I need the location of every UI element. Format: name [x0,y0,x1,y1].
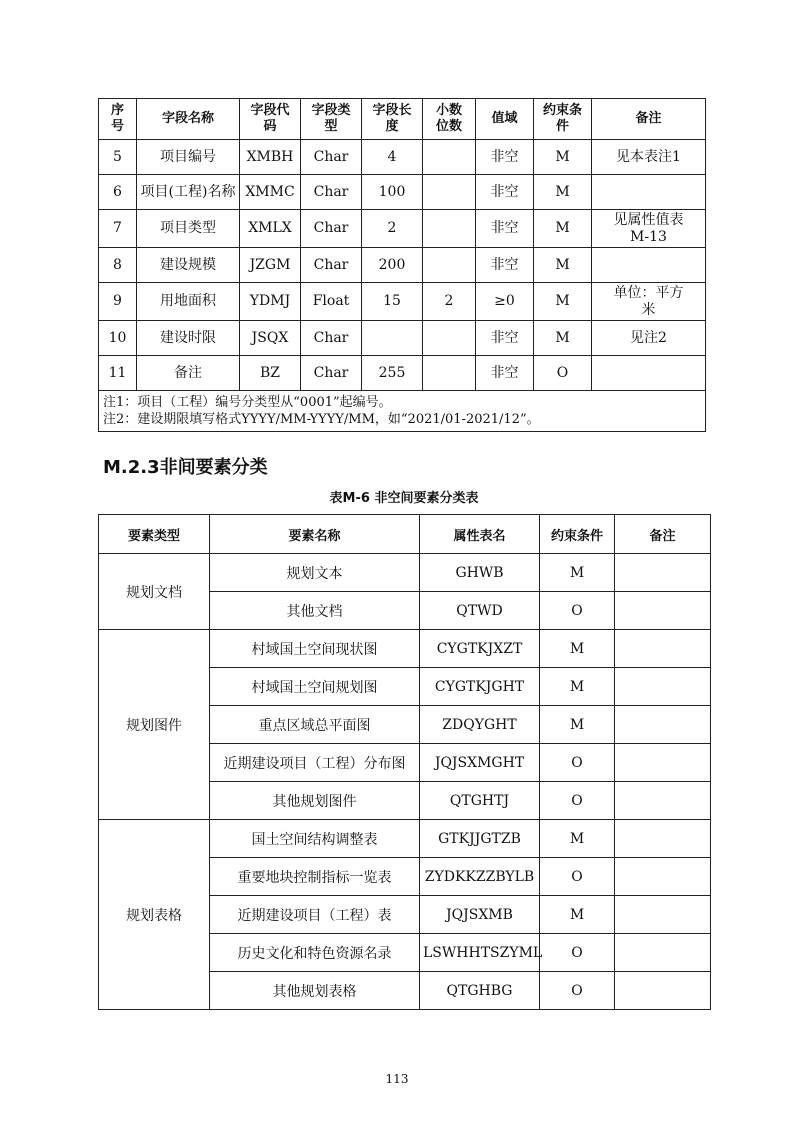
table-cell: 项目(工程)名称 [137,175,240,210]
table-cell: 建设规模 [137,248,240,283]
table-row [99,248,706,283]
table-cell: CYGTKJGHT [420,668,540,706]
table-cell: ZYDKKZZBYLB [420,858,540,896]
table-cell [615,630,711,668]
table-cell: 单位：平方 米 [592,283,706,321]
table-cell: QTGHBG [420,972,540,1010]
table-cell: O [540,782,615,820]
table-cell [615,668,711,706]
table-cell: 重要地块控制指标一览表 [210,858,420,896]
table-cell: M [540,554,615,592]
table-cell: 非空 [476,356,534,391]
table-cell [423,210,476,248]
table-cell: JZGM [240,248,301,283]
table-cell: Char [301,321,362,356]
table-cell: 项目类型 [137,210,240,248]
table-cell: JSQX [240,321,301,356]
table-cell: 非空 [476,321,534,356]
table-cell: M [534,321,592,356]
table-cell: M [534,210,592,248]
table-cell: Char [301,175,362,210]
element-type-cell: 规划文档 [99,554,210,630]
column-header: 要素类型 [99,515,210,554]
table-row [99,283,706,321]
table-row [99,175,706,210]
table-cell: 非空 [476,248,534,283]
table-note: 注1：项目（工程）编号分类型从“0001”起编号。 [103,395,392,410]
table-notes [99,391,706,432]
table-cell: 村域国土空间规划图 [210,668,420,706]
table-cell [615,554,711,592]
table-cell: 历史文化和特色资源名录 [210,934,420,972]
table-cell: 近期建设项目（工程）分布图 [210,744,420,782]
table-cell: 其他文档 [210,592,420,630]
table-cell: M [534,175,592,210]
table-cell: GHWB [420,554,540,592]
table-cell: O [534,356,592,391]
column-header: 要素名称 [210,515,420,554]
table-cell: 15 [362,283,423,321]
column-header: 序 号 [99,99,137,140]
table-cell: 备注 [137,356,240,391]
table-cell: JQJSXMB [420,896,540,934]
table-cell [615,858,711,896]
table-cell: JQJSXMGHT [420,744,540,782]
table-cell: 6 [99,175,137,210]
table-cell [615,744,711,782]
table-cell [423,175,476,210]
element-type-cell: 规划图件 [99,630,210,820]
table-cell: M [540,668,615,706]
table-cell: QTWD [420,592,540,630]
column-header: 字段类 型 [301,99,362,140]
table-cell [615,820,711,858]
table-cell: 255 [362,356,423,391]
table-cell: 其他规划图件 [210,782,420,820]
table-cell: 非空 [476,210,534,248]
table-cell: 项目编号 [137,140,240,175]
table-cell: LSWHHTSZYML [420,934,540,972]
element-type-cell: 规划表格 [99,820,210,1010]
table-cell: 100 [362,175,423,210]
section-heading: M.2.3非间要素分类 [103,457,268,478]
table-cell: M [540,820,615,858]
table-cell: CYGTKJXZT [420,630,540,668]
table-cell [423,140,476,175]
table-cell: 建设时限 [137,321,240,356]
table-notes-row [99,391,706,432]
table-cell: XMMC [240,175,301,210]
table-header-row [99,99,706,140]
table-cell: M [534,248,592,283]
table-cell [615,972,711,1010]
table-cell [615,934,711,972]
table-row [99,554,711,592]
table-cell: 见属性值表 M-13 [592,210,706,248]
column-header: 约束条 件 [534,99,592,140]
table-cell: 重点区域总平面图 [210,706,420,744]
table-cell: M [534,140,592,175]
column-header: 备注 [592,99,706,140]
table-cell: O [540,592,615,630]
table-row [99,820,711,858]
table-cell: Char [301,210,362,248]
table-cell: Char [301,248,362,283]
table-cell [362,321,423,356]
table-cell [423,248,476,283]
table-cell: 11 [99,356,137,391]
table-cell: M [540,896,615,934]
table-cell [615,706,711,744]
table-cell: XMLX [240,210,301,248]
table-cell: 村域国土空间现状图 [210,630,420,668]
table-cell: ≥0 [476,283,534,321]
column-header: 字段长 度 [362,99,423,140]
table-cell: 规划文本 [210,554,420,592]
table-cell: 国土空间结构调整表 [210,820,420,858]
column-header: 备注 [615,515,711,554]
table-cell: Char [301,140,362,175]
table-cell: 见本表注1 [592,140,706,175]
table-row [99,140,706,175]
table-header-row [99,515,711,554]
table-cell: 见注2 [592,321,706,356]
table-row [99,630,711,668]
table-cell: 5 [99,140,137,175]
table-cell [592,175,706,210]
page-number: 113 [385,1072,409,1086]
table-cell: M [540,706,615,744]
table-cell [615,782,711,820]
column-header: 属性表名 [420,515,540,554]
table-row [99,210,706,248]
table-cell: XMBH [240,140,301,175]
table-row [99,321,706,356]
table-cell: O [540,972,615,1010]
table-cell: Float [301,283,362,321]
table-cell: M [534,283,592,321]
table-note: 注2：建设期限填写格式YYYY/MM-YYYY/MM，如“2021/01-2021/12”。 [103,412,540,427]
table-cell: O [540,858,615,896]
table-cell: 2 [423,283,476,321]
table-cell: BZ [240,356,301,391]
field-definition-table [98,98,706,432]
table-cell: 近期建设项目（工程）表 [210,896,420,934]
table-cell: 非空 [476,175,534,210]
table-cell: ZDQYGHT [420,706,540,744]
column-header: 值域 [476,99,534,140]
table-cell: 7 [99,210,137,248]
table-cell: 非空 [476,140,534,175]
table-cell: O [540,934,615,972]
table-cell [592,248,706,283]
table-cell: YDMJ [240,283,301,321]
column-header: 字段代 码 [240,99,301,140]
table-cell [592,356,706,391]
table-cell [615,896,711,934]
table-cell: 用地面积 [137,283,240,321]
column-header: 字段名称 [137,99,240,140]
table-caption: 表M-6 非空间要素分类表 [329,491,479,506]
table-cell: Char [301,356,362,391]
column-header: 小数 位数 [423,99,476,140]
table-cell: O [540,744,615,782]
table-cell: 4 [362,140,423,175]
column-header: 约束条件 [540,515,615,554]
non-spatial-element-classification-table [98,514,711,1010]
table-cell: GTKJJGTZB [420,820,540,858]
table-cell [615,592,711,630]
table-cell [423,356,476,391]
table-cell: 200 [362,248,423,283]
table-cell: 8 [99,248,137,283]
table-row [99,356,706,391]
table-cell: 其他规划表格 [210,972,420,1010]
table-cell: M [540,630,615,668]
table-cell: 2 [362,210,423,248]
table-cell: 9 [99,283,137,321]
table-cell [423,321,476,356]
table-cell: 10 [99,321,137,356]
table-cell: QTGHTJ [420,782,540,820]
